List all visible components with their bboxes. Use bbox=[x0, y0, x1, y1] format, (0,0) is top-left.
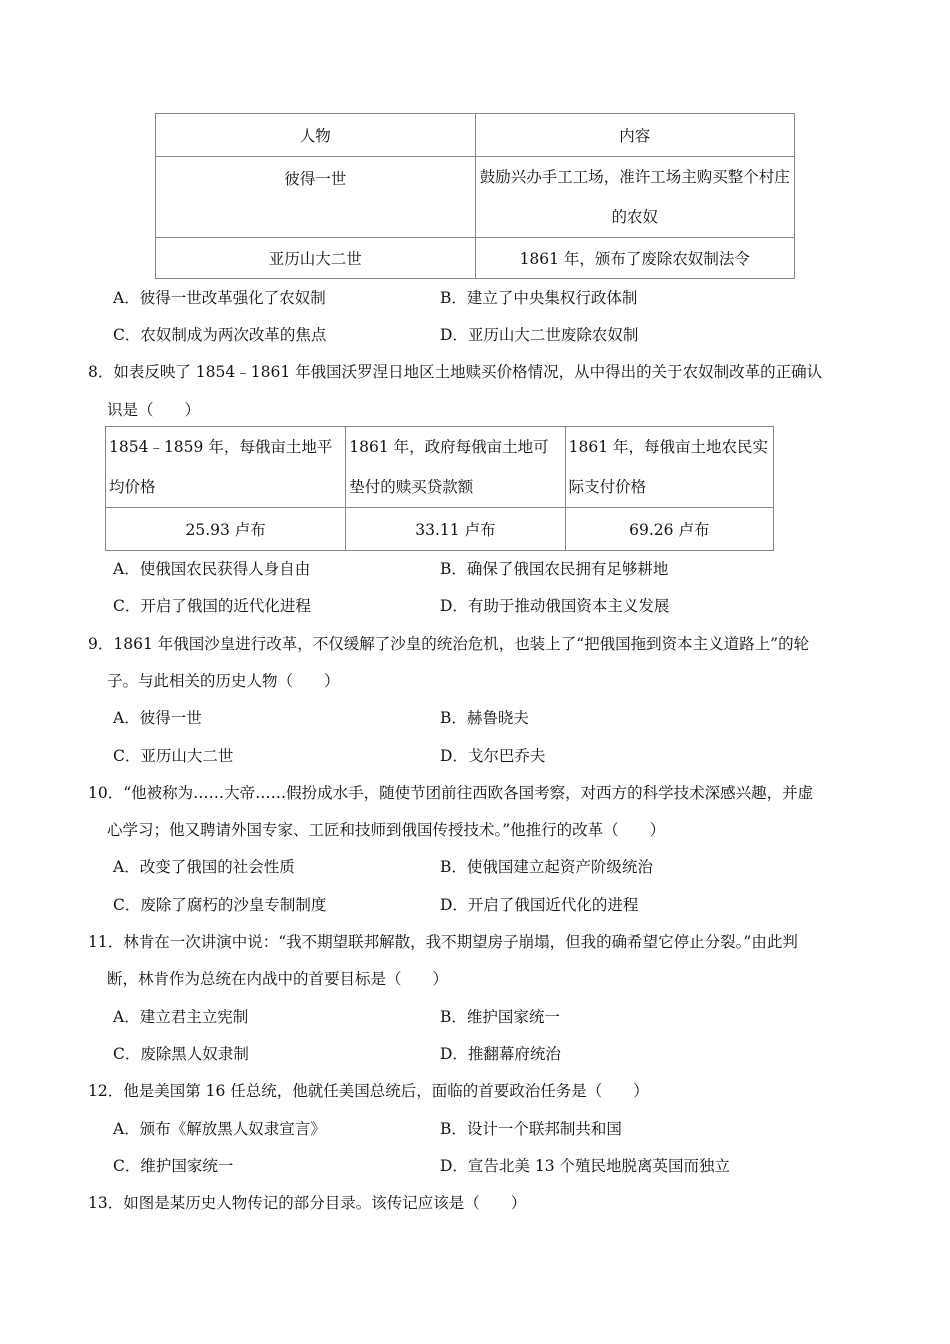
table-cell: 1861 年，颁布了废除农奴制法令 bbox=[475, 238, 795, 279]
table-cell: 69.26 卢布 bbox=[565, 508, 773, 551]
table-cell bbox=[475, 157, 795, 238]
q11-option-d: D．推翻幕府统治 bbox=[440, 1045, 561, 1063]
question-9-stem-cont: 子。与此相关的历史人物（ ） bbox=[107, 672, 340, 690]
table-cell: 亚历山大二世 bbox=[156, 238, 476, 279]
table-cell-text: 鼓励兴办手工工场，准许工场主购买整个村庄的农奴 bbox=[479, 168, 790, 226]
q9-option-b: B．赫鲁晓夫 bbox=[440, 709, 529, 727]
question-8-stem-cont: 识是（ ） bbox=[107, 401, 201, 419]
table-header-cell: 1861 年，政府每俄亩土地可垫付的赎买贷款额 bbox=[346, 427, 565, 508]
table-cell: 25.93 卢布 bbox=[106, 508, 346, 551]
q11-option-c: C．废除黑人奴隶制 bbox=[113, 1045, 249, 1063]
q10-option-a: A．改变了俄国的社会性质 bbox=[113, 858, 295, 876]
q12-option-d: D．宣告北美 13 个殖民地脱离英国而独立 bbox=[440, 1157, 731, 1175]
q7-option-c: C．农奴制成为两次改革的焦点 bbox=[113, 326, 327, 344]
q7-option-a: A．彼得一世改革强化了农奴制 bbox=[113, 289, 326, 307]
question-8-stem: 8．如表反映了 1854﹣1861 年俄国沃罗涅日地区土地赎买价格情况，从中得出的关于农奴制改革的正确认 bbox=[88, 363, 823, 381]
q8-option-a: A．使俄国农民获得人身自由 bbox=[113, 560, 311, 578]
q11-option-b: B．维护国家统一 bbox=[440, 1008, 560, 1026]
q10-option-b: B．使俄国建立起资产阶级统治 bbox=[440, 858, 653, 876]
q7-option-d: D．亚历山大二世废除农奴制 bbox=[440, 326, 639, 344]
question-11-stem: 11．林肯在一次讲演中说：“我不期望联邦解散，我不期望房子崩塌，但我的确希望它停止分裂。”由此判 bbox=[88, 933, 798, 951]
q8-option-b: B．确保了俄国农民拥有足够耕地 bbox=[440, 560, 669, 578]
q10-option-d: D．开启了俄国近代化的进程 bbox=[440, 896, 639, 914]
figure-content-table bbox=[155, 113, 795, 279]
q8-option-d: D．有助于推动俄国资本主义发展 bbox=[440, 597, 670, 615]
q9-option-c: C．亚历山大二世 bbox=[113, 747, 234, 765]
question-10-stem-cont: 心学习；他又聘请外国专家、工匠和技师到俄国传授技术。”他推行的改革（ ） bbox=[107, 821, 666, 839]
table-header-cell: 1861 年，每俄亩土地农民实际支付价格 bbox=[565, 427, 773, 508]
question-9-stem: 9．1861 年俄国沙皇进行改革，不仅缓解了沙皇的统治危机，也装上了“把俄国拖到资本主义道路上”的轮 bbox=[88, 635, 810, 653]
table-cell: 彼得一世 bbox=[156, 157, 476, 238]
q8-option-c: C．开启了俄国的近代化进程 bbox=[113, 597, 311, 615]
table-header-cell: 内容 bbox=[475, 114, 795, 157]
q12-option-c: C．维护国家统一 bbox=[113, 1157, 234, 1175]
table-header-cell: 1854﹣1859 年，每俄亩土地平均价格 bbox=[106, 427, 346, 508]
q9-option-a: A．彼得一世 bbox=[113, 709, 202, 727]
table-cell: 33.11 卢布 bbox=[346, 508, 565, 551]
q7-option-b: B．建立了中央集权行政体制 bbox=[440, 289, 638, 307]
q9-option-d: D．戈尔巴乔夫 bbox=[440, 747, 546, 765]
land-price-table bbox=[105, 426, 774, 551]
q10-option-c: C．废除了腐朽的沙皇专制制度 bbox=[113, 896, 327, 914]
q12-option-a: A．颁布《解放黑人奴隶宣言》 bbox=[113, 1120, 326, 1138]
question-11-stem-cont: 断，林肯作为总统在内战中的首要目标是（ ） bbox=[107, 970, 449, 988]
q11-option-a: A．建立君主立宪制 bbox=[113, 1008, 249, 1026]
question-13-stem: 13．如图是某历史人物传记的部分目录。该传记应该是（ ） bbox=[88, 1194, 527, 1212]
table-header-cell: 人物 bbox=[156, 114, 476, 157]
question-12-stem: 12．他是美国第 16 任总统，他就任美国总统后，面临的首要政治任务是（ ） bbox=[88, 1082, 649, 1100]
question-10-stem: 10．“他被称为……大帝……假扮成水手，随使节团前往西欧各国考察，对西方的科学技术深感兴趣，并虚 bbox=[88, 784, 814, 802]
q12-option-b: B．设计一个联邦制共和国 bbox=[440, 1120, 622, 1138]
